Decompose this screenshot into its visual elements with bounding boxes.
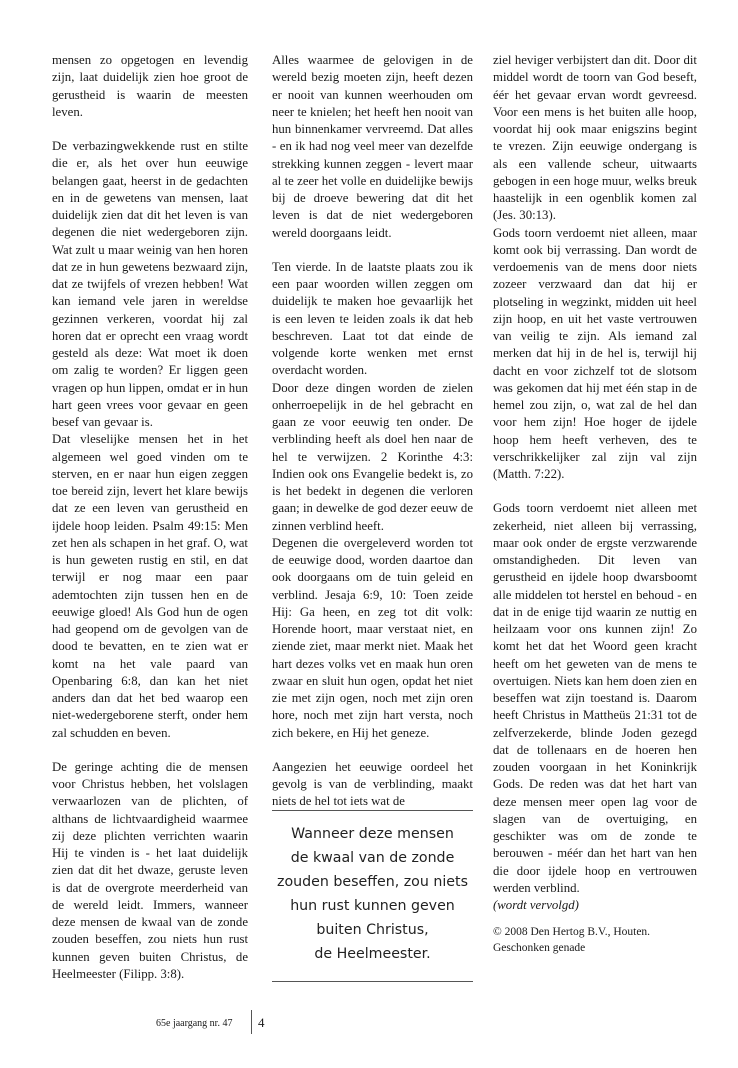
issue-label: 65e jaargang nr. 47 <box>156 1018 233 1029</box>
paragraph: Ten vierde. In de laatste plaats zou ik een paar woorden willen zeggen om duidelijk te maken hoe gevaarlijk het is een leven te leiden zoals ik dat heb beschreven. Laat tot dat einde de volgende korte wenken met ernst overdacht worden. <box>272 259 473 378</box>
paragraph: Gods toorn verdoemt niet alleen met zekerheid, niet alleen bij verrassing, maar ook onder de ergste verzwarende omstandigheden. Dit leven van gerustheid en ijdele hoop dwarsboomt alle middelen tot herstel en behoud - en dat in de enige tijd waarin ze nuttig en heilzaam voor ons kunnen zijn! Zo komt het dat het Woord geen kracht heeft om het geweten van de mens te overtuigen. Niets kan hem doen zien en beseffen wat zijn toestand is. Daarom heeft Christus in Mattheüs 21:31 tot de zelfverzekerde, blinde Joden gezegd dat de tollenaars en de hoeren hen zouden voorgaan in het Koninkrijk Gods. De reden was dat het hart van deze mensen meer open lag voor de slagen van de overtuiging, en geschikter was om de zonde te berouwen - méér dan het hart van hen die door ijdele hoop en vertrouwen werden verblind. <box>493 501 697 895</box>
pull-quote-line: de Heelmeester. <box>314 946 431 962</box>
copyright-source: Geschonken genade <box>493 942 586 955</box>
pull-quote-line: hun rust kunnen geven <box>290 898 455 914</box>
footer-divider <box>251 1010 252 1034</box>
copyright-notice <box>493 924 697 956</box>
pull-quote <box>272 810 473 982</box>
paragraph: Dat vleselijke mensen het in het algemeen wel goed vinden om te sterven, en er naar hun eigen zeggen toe bereid zijn, levert het klare bewijs dat ze een leven van gerustheid en ijdele hoop leiden. Psalm 49:15: Men zet hen als schapen in het graf. O, wat is hun geweten rustig en stil, en dat terwijl er nog maar een paar ademtochten zijn tussen hen en de eeuwige gloed! Als God hun de ogen had geopend om de gevolgen van de dood te bevatten, en te zien wat er komt na het vale paard van Openbaring 6:8, dan kan het niet anders dan dat het bed waarop een niet-wedergeborene sterft, onder hem zal schudden en beven. <box>52 432 248 740</box>
paragraph: Gods toorn verdoemt niet alleen, maar komt ook bij verrassing. Dan wordt de verdoemenis van de mens door niets zozeer verzwaard dan dat hij er plotseling in wegzinkt, midden uit heel zijn hoop, en uit het vaste vertrouwen van veilig te zijn. Als iemand zal merken dat hij in de hel is, terwijl hij dacht en voor zichzelf tot de slotsom was gekomen dat hij met één stap in de hemel zou zijn, o, wat zal de hel dan voor hem zijn! Hoe hoger de ijdele hoop hem heeft verheven, des te verschrikkelijker zal zijn val zijn (Matth. 7:22). <box>493 225 697 481</box>
paragraph: Aangezien het eeuwige oordeel het gevolg is van de verblinding, maakt niets de hel tot iets wat de <box>272 759 473 809</box>
column-1 <box>52 52 248 983</box>
pull-quote-line: de kwaal van de zonde <box>290 850 455 866</box>
paragraph: mensen zo opgetogen en levendig zijn, laat duidelijk zien hoe groot de gerustheid is waarin de meesten leven. <box>52 53 248 119</box>
column-2 <box>272 52 473 811</box>
to-be-continued: (wordt vervolgd) <box>493 898 579 912</box>
pull-quote-line: zouden beseffen, zou niets <box>277 874 468 890</box>
paragraph: Degenen die overgeleverd worden tot de eeuwige dood, worden daartoe dan ook doorgaans om de tuin geleid en verblind. Jesaja 6:9, 10: Toen zeide Hij: Ga heen, en zeg tot dit volk: Horende hoort, maar verstaat niet, en ziende ziet, maar merkt niet. Maak het hart dezes volks vet en maak hun oren zwaar en sluit hun ogen, opdat het niet zie met zijn ogen, noch met zijn oren hore, noch met zijn hart versta, noch zich bekere, en Hij het geneze. <box>272 535 473 740</box>
pull-quote-line: buiten Christus, <box>316 922 429 938</box>
paragraph: De verbazingwekkende rust en stilte die er, als het over hun eeuwige belangen gaat, heerst in de gedachten en in de gewetens van mensen, laat duidelijk zien dat dit het leven is van degenen die niet wedergeboren zijn. Wat zult u maar weinig van hen horen dat ze in hun gewetens bezwaard zijn, dat ze twijfels of vrezen hebben! Wat kan iemand vele jaren in wereldse gezinnen verkeren, voordat hij zal horen dat er oprecht een vraag wordt gesteld als deze: Wat moet ik doen om zalig te worden? Er liggen geen vragen op hun lippen, omdat er in hun hart geen vrees voor gevaar en geen besef van gevaar is. <box>52 139 248 429</box>
copyright-line: © 2008 Den Hertog B.V., Houten. <box>493 926 651 939</box>
page-number: 4 <box>258 1015 265 1030</box>
paragraph: ziel heviger verbijstert dan dit. Door dit middel wordt de toorn van God beseft, éér het gevaar ervan wordt gevreesd. Voor een mens is het buiten alle hoop, voordat hij ook maar enigszins begint te vrezen. Zijn eeuwige ondergang is als een vallende scheur, uitwaarts gebogen in een hoge muur, welks breuk haastelijk in een ogenblik komen zal (Jes. 30:13). <box>493 53 697 223</box>
pull-quote-line: Wanneer deze mensen <box>291 826 454 842</box>
paragraph: Alles waarmee de gelovigen in de wereld bezig moeten zijn, heeft dezen er nooit van kunnen weerhouden om neer te knielen; het heeft hen nooit van hun binnenkamer vervreemd. Dat alles - en ik had nog veel meer van dezelfde strekking kunnen zeggen - levert maar al te zeer het volle en duidelijke bewijs bij de droeve bewering dat dit het leven is dat de niet wedergeboren wereld doorgaans leidt. <box>272 53 473 240</box>
column-3 <box>493 52 697 956</box>
paragraph: Door deze dingen worden de zielen onherroepelijk in de hel gebracht en gaan ze voor eeuwig ten onder. De verblinding heeft als doel hen naar de hel te verwijzen. 2 Korinthe 4:3: Indien ook ons Evangelie bedekt is, zo is het bedekt in degenen die verloren gaan; in dewelke de god dezer eeuw de zinnen verblind heeft. <box>272 380 473 533</box>
paragraph: De geringe achting die de mensen voor Christus hebben, het volslagen verwaarlozen van de plichten, of althans de lichtvaardigheid waarmee zij deze plichten verrichten waarin Hij te vinden is - het laat duidelijk zien dat dit het dwaze, geruste leven is dat de overgrote meerderheid van de wereld leidt. Immers, wanneer deze mensen de kwaal van de zonde zouden beseffen, zou niets hun rust kunnen geven buiten Christus, de Heelmeester (Filipp. 3:8). <box>52 759 248 981</box>
